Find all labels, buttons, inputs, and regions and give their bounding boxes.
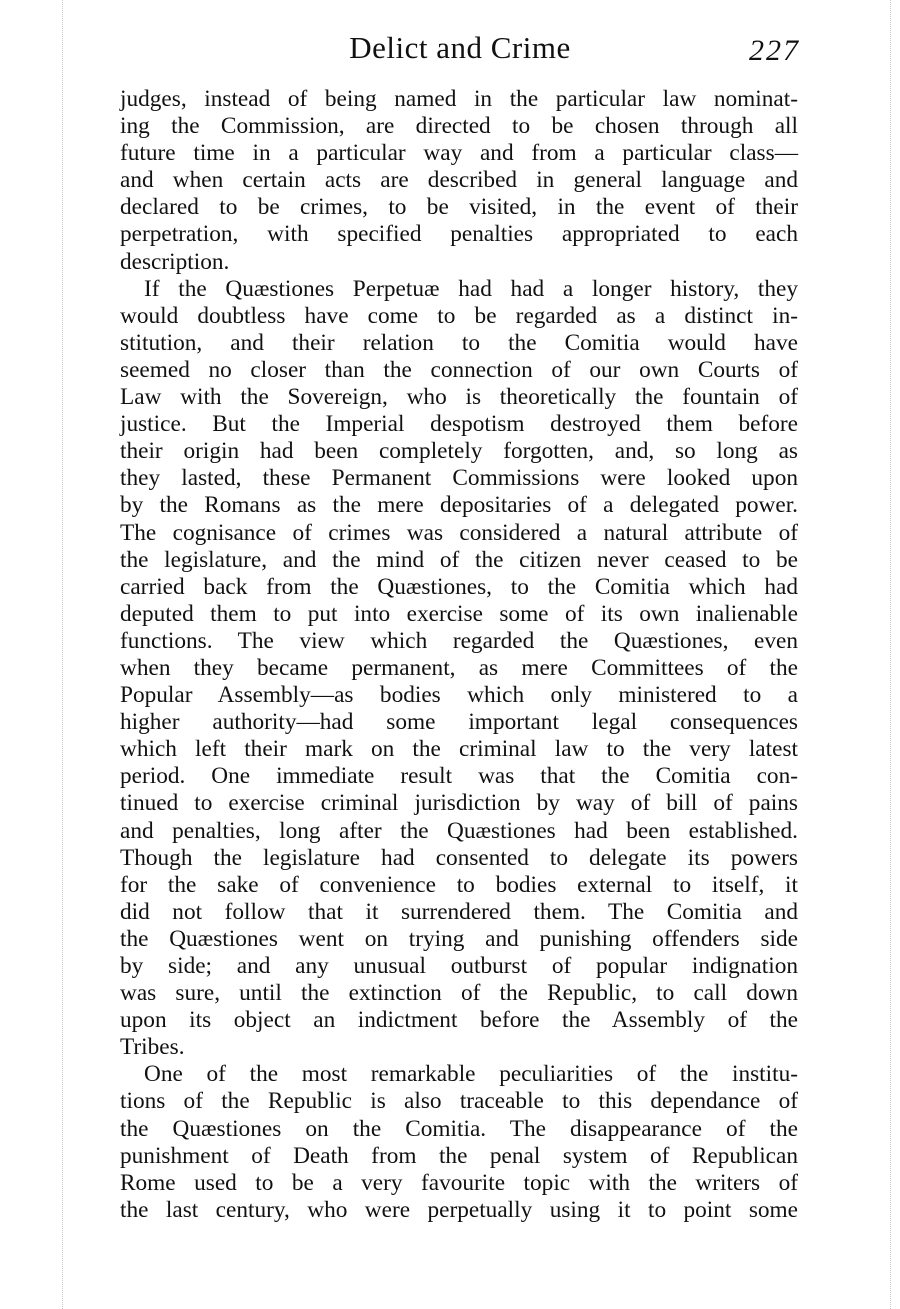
text-line: tions of the Republic is also traceable to this dependance of [120,1088,798,1115]
text-line: functions. The view which regarded the Quæstiones, even [120,627,798,654]
text-line: the Quæstiones on the Comitia. The disappearance of the [120,1115,798,1142]
scan-margin-left [62,0,64,1309]
text-line: seemed no closer than the connection of our own Courts of [120,356,798,383]
text-line: by side; and any unusual outburst of popular indignation [120,953,798,979]
text-line: deputed them to put into exercise some of its own inalienable [120,600,798,627]
text-line: they lasted, these Permanent Commissions were looked upon [120,465,798,492]
scan-margin-right [890,0,892,1309]
text-line: Though the legislature had consented to delegate its powers [120,844,798,871]
text-line: ing the Commission, are directed to be chosen through all [120,113,798,140]
text-line: for the sake of convenience to bodies external to itself, it [120,871,798,898]
text-line: was sure, until the extinction of the Republic, to call down [120,980,798,1007]
text-line: higher authority—had some important legal consequences [120,709,798,736]
text-line: stitution, and their relation to the Comitia would have [120,329,798,356]
text-line: did not follow that it surrendered them. The Comitia and [120,898,798,925]
running-head [120,22,800,72]
text-line: tinued to exercise criminal jurisdiction by way of bill of pains [120,790,798,817]
text-line: The cognisance of crimes was considered a natural attribute of [120,519,798,546]
text-line: which left their mark on the criminal law to the very latest [120,736,798,763]
paragraph-first-line: One of the most remarkable peculiarities of the institu- [144,1061,798,1088]
page-number: 227 [749,34,800,67]
text-line: description. [120,248,230,275]
text-line: Tribes. [120,1034,185,1061]
text-line: period. One immediate result was that the Comitia con- [120,763,798,790]
text-line: future time in a particular way and from a particular class— [120,140,798,167]
body-text [120,86,798,1224]
text-line: justice. But the Imperial despotism destroyed them before [120,411,798,438]
text-line: the legislature, and the mind of the citizen never ceased to be [120,546,798,573]
text-line: the last century, who were perpetually using it to point some [120,1196,798,1223]
text-line: judges, instead of being named in the particular law nominat- [120,86,798,112]
text-line: their origin had been completely forgotten, and, so long as [120,438,798,465]
paragraph-first-line: If the Quæstiones Perpetuæ had had a longer history, they [144,275,798,302]
text-line: would doubtless have come to be regarded as a distinct in- [120,302,798,329]
text-line: by the Romans as the mere depositaries of a delegated power. [120,492,798,519]
text-line: Rome used to be a very favourite topic with the writers of [120,1169,798,1196]
text-line: punishment of Death from the penal system of Republican [120,1142,798,1169]
running-title: Delict and Crime [349,30,571,65]
text-line: upon its object an indictment before the Assembly of the [120,1007,798,1034]
text-line: and when certain acts are described in general language and [120,167,798,194]
text-line: perpetration, with specified penalties appropriated to each [120,221,798,248]
text-line: Law with the Sovereign, who is theoretically the fountain of [120,384,798,411]
text-line: carried back from the Quæstiones, to the Comitia which had [120,573,798,600]
text-line: when they became permanent, as mere Committees of the [120,654,798,681]
text-line: Popular Assembly—as bodies which only ministered to a [120,682,798,709]
text-line: the Quæstiones went on trying and punishing offenders side [120,925,798,952]
text-line: and penalties, long after the Quæstiones had been established. [120,817,798,844]
text-line: declared to be crimes, to be visited, in the event of their [120,194,798,221]
